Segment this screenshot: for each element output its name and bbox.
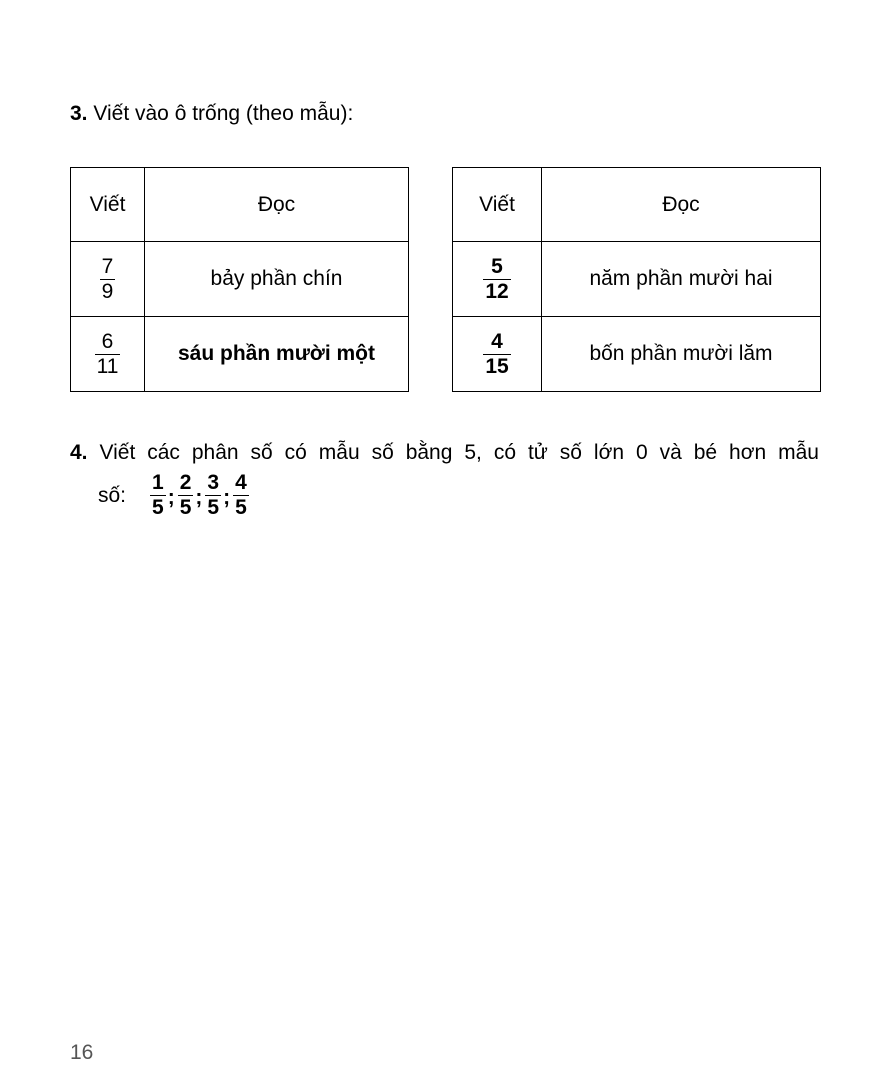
- fraction-cell: [71, 317, 145, 392]
- column-header-write: Viết: [71, 168, 145, 242]
- fraction-numerator: 1: [152, 471, 164, 494]
- fraction-cell: [71, 242, 145, 317]
- fraction-denominator: 9: [101, 279, 114, 303]
- fraction-separator: ;: [195, 485, 203, 509]
- fraction-numerator: 4: [235, 471, 247, 494]
- fraction: [483, 330, 510, 379]
- answer-lead: số:: [98, 483, 127, 507]
- fraction-denominator: 11: [96, 354, 119, 378]
- table-header-row: [71, 168, 409, 242]
- reading-cell: bốn phần mười lăm: [542, 317, 821, 392]
- table-row: [453, 317, 821, 392]
- fraction-cell-answer: [453, 317, 542, 392]
- fraction: [483, 255, 510, 304]
- fraction-numerator: 5: [491, 254, 503, 278]
- column-header-read: Đọc: [542, 168, 821, 242]
- exercise-4-answer: [98, 471, 249, 520]
- fraction-numerator: 6: [101, 329, 114, 353]
- fraction-denominator: 12: [485, 279, 509, 303]
- reading-cell: năm phần mười hai: [542, 242, 821, 317]
- fraction-denominator: 5: [235, 496, 247, 519]
- fraction: [100, 255, 116, 304]
- table-row: [71, 317, 409, 392]
- fraction-separator: ;: [223, 485, 231, 509]
- fraction-denominator: 5: [207, 496, 220, 519]
- exercise-instruction: Viết vào ô trống (theo mẫu):: [93, 102, 354, 125]
- fraction-denominator: 5: [179, 496, 192, 519]
- fraction-denominator: 15: [485, 354, 509, 378]
- fraction: [205, 471, 221, 520]
- fraction-numerator: 3: [207, 471, 220, 494]
- fraction: [150, 471, 166, 520]
- column-header-write: Viết: [453, 168, 542, 242]
- fraction-cell-answer: [453, 242, 542, 317]
- table-header-row: [453, 168, 821, 242]
- exercise-instruction: Viết các phân số có mẫu số bằng 5, có tử số lớn 0 và bé hơn mẫu: [99, 441, 819, 464]
- fraction: [178, 471, 194, 520]
- fraction-table-left: [70, 167, 409, 392]
- table-row: [453, 242, 821, 317]
- reading-cell: bảy phần chín: [145, 242, 409, 317]
- fraction-table-right: [452, 167, 821, 392]
- exercise-3-heading: [70, 101, 353, 127]
- fraction-numerator: 7: [101, 254, 114, 278]
- fraction: [95, 330, 121, 379]
- reading-cell-answer: sáu phần mười một: [145, 317, 409, 392]
- fraction-numerator: 2: [179, 471, 192, 494]
- column-header-read: Đọc: [145, 168, 409, 242]
- exercise-number: 4.: [70, 441, 88, 464]
- fraction-separator: ;: [167, 485, 175, 509]
- exercise-4-heading: [70, 440, 819, 466]
- fraction-denominator: 5: [152, 496, 164, 519]
- fraction-numerator: 4: [491, 329, 503, 353]
- table-row: [71, 242, 409, 317]
- page-number: 16: [70, 1041, 94, 1064]
- exercise-number: 3.: [70, 102, 88, 125]
- fraction: [233, 471, 249, 520]
